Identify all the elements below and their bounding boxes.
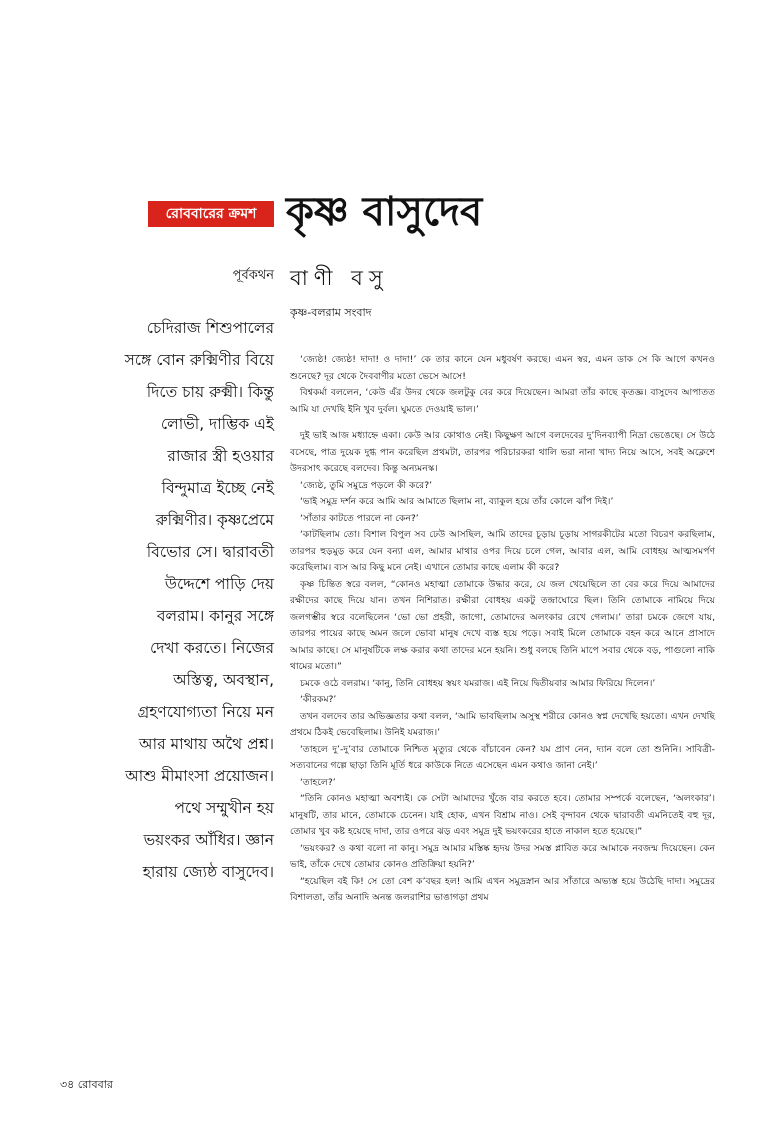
body-paragraph: দুই ভাই আজ মধ্যাহ্নে একা। কেউ আর কোথাও নেই। কিছুক্ষণ আগে বলদেবের দু’দিনব্যাপী নিদ্রা ভেঙেছে। সে উঠে বসেছে, পাত্র দুয়েক দুগ্ধ পান করেছিল প্রথমটা, তারপর পরিচারকরা থালি ভরা নানা খাদ্য নিয়ে আসে, সবই অক্লেশে উদরসাৎ করেছে বলদেব। কিন্তু অন্যমনস্ক। [290, 430, 715, 474]
body-paragraph: “তিনি কোনও মহাত্মা অবশ্যই। কে সেটা আমাদের খুঁজে বার করতে হবে। তোমার সম্পর্কে বলেছেন, ‘অলংকার’। মানুষটি, তার মানে, তোমাকে চেনেন। যাই হোক, এখন বিশ্রাম নাও। সেই বৃন্দাবন থেকে দ্বারাবতী এমনিতেই বহু দূর, তোমার খুব কষ্ট হয়েছে দাদা, তার ওপরে ঝড় এবং সমুদ্র দুই ভয়ংকরের হাতে নাকাল হতে হয়েছে।” [290, 793, 715, 837]
synopsis-line: ভয়ংকর আঁধির। জ্ঞান [143, 831, 274, 849]
synopsis-line: বলরাম। কানুর সঙ্গে [156, 607, 274, 625]
author-name: বাণী বসু [290, 266, 389, 290]
body-paragraph: ‘জ্যেষ্ঠ! জ্যেষ্ঠ! দাদা! ও দাদা!’ কে তার কানে যেন মধুবর্ষণ করছে। এমন স্বর, এমন ডাক সে কি আগে কখনও শুনেছে? দূর থেকে দৈববাণীর মতো ভেসে আসে! [290, 354, 715, 382]
body-paragraph: ‘জ্যেষ্ঠ, তুমি সমুদ্রে পড়লে কী করে?’ [300, 479, 432, 491]
synopsis-line: অস্তিত্ব, অবস্থান, [173, 671, 274, 689]
body-paragraph: চমকে ওঠে বলরাম। ‘কানু, তিনি বোধহয় স্বয়ং যমরাজ। এই নিয়ে দ্বিতীয়বার আমার ফিরিয়ে দিলেন।’ [300, 677, 656, 689]
body-paragraph: বিশ্বকর্মা বললেন, ‘কেউ এঁর উদর থেকে জলটুকু বের করে দিয়েছেন। আমরা তাঁর কাছে কৃতজ্ঞ। বাসুদেব আপাতত আমি যা দেখছি ইনি খুব দুর্বল। ঘুমতে দেওয়াই ভাল।’ [290, 387, 715, 415]
body-paragraph: কৃষ্ণ চিন্তিত স্বরে বলল, “কোনও মহাত্মা তোমাকে উদ্ধার করে, যে জল খেয়েছিলে তা বের করে দিয়ে আমাদের রক্ষীদের কাছে দিয়ে যান। তখন নিশিরাত। রক্ষীরা বোধহয় একটু তন্দ্রাঘোরে ছিল। তিনি তোমাকে নামিয়ে দিয়ে জলগম্ভীর স্বরে বলেছিলেন ‘ভো ভো প্রহরী, জাগো, তোমাদের অলংকার রেখে গেলাম।’ তারা চমকে জেগে যায়, তারপর পায়ের কাছে অমন জলে ভোবা মানুষ দেখে ব্যস্ত হয়ে পড়ে। সবাই মিলে তোমাকে বহন করে আনে প্রাসাদে আমার কাছে। সে মানুষটিকে লক্ষ করার কথা তাদের মনে হয়নি। শুধু বলছে তিনি মাপে সবার থেকে বড়, পাগুলো নাকি থামের মতো।” [290, 578, 715, 672]
synopsis-line: হারায় জ্যেষ্ঠ বাসুদেব। [142, 863, 274, 881]
synopsis-line: সঙ্গে বোন রুক্মিণীর বিয়ে [124, 351, 274, 369]
synopsis-line: রাজার স্ত্রী হওয়ার [167, 447, 274, 465]
synopsis-line: দেখা করতে। নিজের [149, 639, 274, 657]
synopsis-line: আশু মীমাংসা প্রয়োজন। [125, 767, 274, 785]
synopsis-line: লোভী, দাম্ভিক এই [160, 415, 274, 433]
synopsis-line: পথে সম্মুখীন হয় [174, 799, 274, 817]
body-paragraph: তখন বলদেব তার অভিজ্ঞতার কথা বলল, ‘আমি ভাবছিলাম অসুস্থ শরীরে কোনও স্বপ্ন দেখেছি হয়তো। এখন দেখছি প্রথমে ঠিকই ভেবেছিলাম। উনিই যমরাজ।’ [290, 710, 715, 738]
page-number: ৩৪ [60, 1078, 75, 1091]
story-title: কৃষ্ণ বাসুদেব [286, 189, 483, 235]
page-footer [60, 1076, 113, 1095]
synopsis-line: রুক্মিণীর। কৃষ্ণপ্রেমে [155, 511, 274, 529]
synopsis-line: বিভোর সে। দ্বারাবতী [146, 543, 274, 561]
story-body [290, 352, 715, 907]
body-paragraph: ‘কীরকম?’ [300, 694, 337, 705]
synopsis-line: গ্রহণযোগ্যতা নিয়ে মন [137, 703, 274, 721]
synopsis-line: চেদিরাজ শিশুপালের [146, 319, 274, 337]
synopsis [90, 312, 274, 888]
synopsis-line: আর মাথায় অথৈ প্রশ্ন। [139, 735, 274, 753]
synopsis-line: বিন্দুমাত্র ইচ্ছে নেই [161, 479, 274, 497]
synopsis-line: দিতে চায় রুক্মী। কিন্তু [146, 383, 274, 401]
magazine-name: রোববার [77, 1078, 113, 1091]
body-paragraph: “হয়েছিল বই কি! সে তো বেশ ক’বছর হল! আমি এখন সমুদ্রস্নান আর সাঁতারে অভ্যস্ত হয়ে উঠেছি দাদা। সমুদ্রের বিশালতা, তাঁর অনাদি অনন্ত জলরাশির ভাঙাগড়া প্রথম [290, 875, 715, 903]
body-paragraph: ‘তাহলে দু’-দু’বার তোমাকে নিশ্চিত মৃত্যুর থেকে বাঁচাবেন কেন? যম প্রাণ নেন, দ্যান বলে তো শুনিনি। সাবিত্রী-সত্যবানের গল্পে ছাড়া তিনি মূর্তি ধরে কাউকে নিতে এসেছেন এমন কথাও জানা নেই।’ [290, 743, 715, 771]
body-paragraph: ‘ভয়ংকর? ও কথা বলো না কানু। সমুদ্র আমার মস্তিষ্ক হৃদয় উদর সমস্ত প্লাবিত করে আমাকে নবজন্ম দিয়েছেন। কেন ভাই, তাঁকে দেখে তোমার কোনও প্রতিক্রিয়া হয়নি?’ [290, 842, 715, 870]
body-paragraph: ‘ভাই সমুদ্র দর্শন করে আমি আর আমাতে ছিলাম না, ব্যাকুল হয়ে তাঁর কোলে ঝাঁপ দিই।’ [300, 496, 614, 507]
recap-label: পূর্বকথন [232, 268, 274, 283]
section-badge: রোববারের ক্রমশ [148, 201, 274, 227]
body-paragraph: ‘তাহলে?’ [300, 776, 336, 788]
body-paragraph: ‘সাঁতার কাটতে পারলে না কেন?’ [300, 512, 419, 524]
chapter-subtitle: কৃষ্ণ-বলরাম সংবাদ [290, 306, 372, 319]
synopsis-line: উদ্দেশে পাড়ি দেয় [164, 575, 274, 593]
body-paragraph: ‘কাটছিলাম তো। বিশাল বিপুল সব ঢেউ আসছিল, আমি তাদের চূড়ায় চূড়ায় সাগরকীটের মতো বিচরণ করছিলাম, তারপর হুড়মুড় করে যেন বন্যা এল, আমার মাথার ওপর দিয়ে চলে গেল, আবার এল, আমি বোধহয় আত্মসমর্পণ করেছিলাম। ব্যস আর কিছু মনে নেই। এখানে তোমার কাছে এলাম কী করে? [290, 529, 715, 573]
